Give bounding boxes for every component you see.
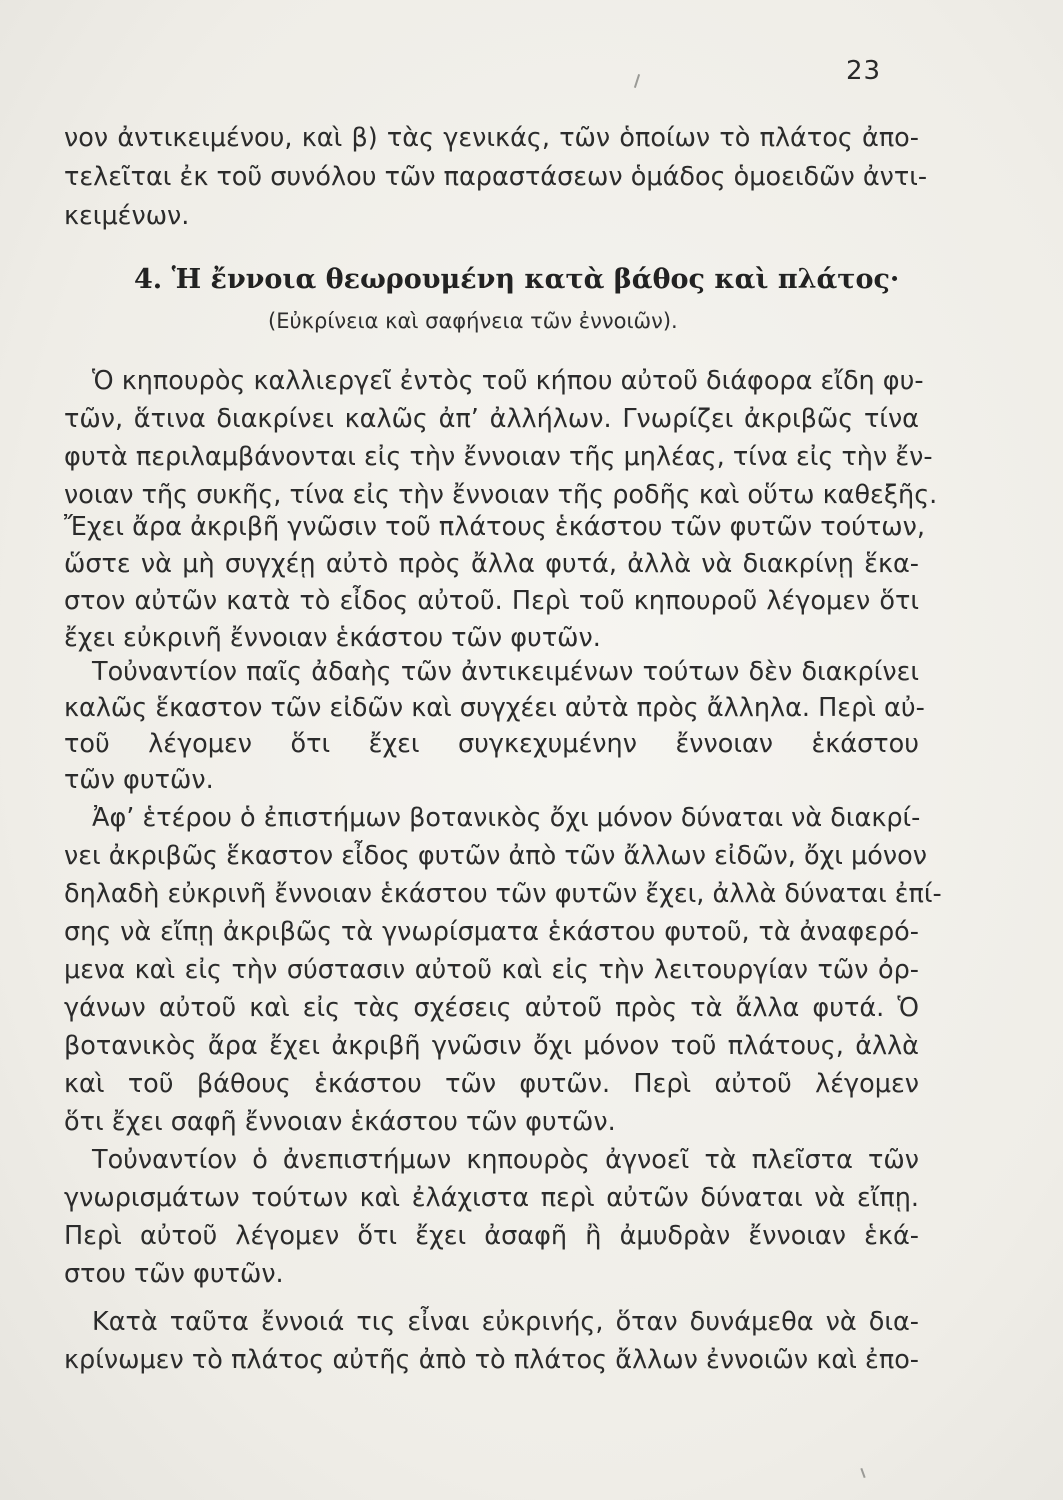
text-line: Τοὐναντίον ὁ ἀνεπιστήμων κηπουρὸς ἀγνοεῖ τὰ πλεῖστα τῶν — [92, 1145, 919, 1175]
text-line: τελεῖται ἐκ τοῦ συνόλου τῶν παραστάσεων ὁμάδος ὁμοειδῶν ἀντι- — [64, 162, 928, 192]
text-line: τοῦ λέγομεν ὅτι ἔχει συγκεχυμένην ἔννοιαν ἑκάστου — [64, 729, 919, 759]
text-line: μενα καὶ εἰς τὴν σύστασιν αὐτοῦ καὶ εἰς τὴν λειτουργίαν τῶν ὀρ- — [64, 955, 919, 985]
text-line: ἔχει εὐκρινῆ ἔννοιαν ἑκάστου τῶν φυτῶν. — [64, 623, 601, 653]
text-line: ὥστε νὰ μὴ συγχέῃ αὐτὸ πρὸς ἄλλα φυτά, ἀλλὰ νὰ διακρίνῃ ἕκα- — [64, 549, 919, 579]
text-line: στον αὐτῶν κατὰ τὸ εἶδος αὐτοῦ. Περὶ τοῦ κηπουροῦ λέγομεν ὅτι — [64, 586, 919, 616]
text-line: Τοὐναντίον παῖς ἀδαὴς τῶν ἀντικειμένων τούτων δὲν διακρίνει — [92, 657, 919, 687]
text-line: νει ἀκριβῶς ἕκαστον εἶδος φυτῶν ἀπὸ τῶν ἄλλων εἰδῶν, ὄχι μόνον — [64, 841, 927, 871]
section-subheading: (Εὐκρίνεια καὶ σαφήνεια τῶν ἐννοιῶν). — [268, 309, 678, 333]
text-line: Κατὰ ταῦτα ἔννοιά τις εἶναι εὐκρινής, ὅταν δυνάμεθα νὰ δια- — [92, 1307, 919, 1337]
text-line: φυτὰ περιλαμβάνονται εἰς τὴν ἔννοιαν τῆς μηλέας, τίνα εἰς τὴν ἔν- — [64, 442, 933, 472]
text-line: σης νὰ εἴπῃ ἀκριβῶς τὰ γνωρίσματα ἑκάστου φυτοῦ, τὰ ἀναφερό- — [64, 917, 919, 947]
text-line: ὅτι ἔχει σαφῆ ἔννοιαν ἑκάστου τῶν φυτῶν. — [64, 1107, 616, 1137]
text-line: κειμένων. — [64, 201, 190, 231]
text-line: Ἔχει ἄρα ἀκριβῆ γνῶσιν τοῦ πλάτους ἑκάστου τῶν φυτῶν τούτων, — [64, 512, 925, 542]
text-line: τῶν φυτῶν. — [64, 765, 214, 795]
text-line: βοτανικὸς ἄρα ἔχει ἀκριβῆ γνῶσιν ὄχι μόνον τοῦ πλάτους, ἀλλὰ — [64, 1031, 919, 1061]
text-line: κρίνωμεν τὸ πλάτος αὐτῆς ἀπὸ τὸ πλάτος ἄλλων ἐννοιῶν καὶ ἐπο- — [64, 1345, 919, 1375]
text-line: γνωρισμάτων τούτων καὶ ἐλάχιστα περὶ αὐτῶν δύναται νὰ εἴπῃ. — [64, 1183, 919, 1213]
text-line: Ἀφ’ ἑτέρου ὁ ἐπιστήμων βοτανικὸς ὄχι μόνον δύναται νὰ διακρί- — [92, 803, 921, 833]
text-line: γάνων αὐτοῦ καὶ εἰς τὰς σχέσεις αὐτοῦ πρὸς τὰ ἄλλα φυτά. Ὁ — [64, 993, 919, 1023]
section-heading: 4. Ἡ ἔννοια θεωρουμένη κατὰ βάθος καὶ πλάτος· — [134, 264, 900, 295]
print-mark — [634, 74, 640, 88]
text-line: νοιαν τῆς συκῆς, τίνα εἰς τὴν ἔννοιαν τῆς ροδῆς καὶ οὕτω καθεξῆς. — [64, 480, 938, 510]
print-mark — [860, 1468, 865, 1478]
text-line: δηλαδὴ εὐκρινῆ ἔννοιαν ἑκάστου τῶν φυτῶν ἔχει, ἀλλὰ δύναται ἐπί- — [64, 879, 942, 909]
text-line: Περὶ αὐτοῦ λέγομεν ὅτι ἔχει ἀσαφῆ ἢ ἀμυδρὰν ἔννοιαν ἑκά- — [64, 1221, 919, 1251]
text-line: νον ἀντικειμένου, καὶ β) τὰς γενικάς, τῶν ὁποίων τὸ πλάτος ἀπο- — [64, 123, 919, 153]
text-line: στου τῶν φυτῶν. — [64, 1259, 284, 1289]
text-line: καὶ τοῦ βάθους ἑκάστου τῶν φυτῶν. Περὶ αὐτοῦ λέγομεν — [64, 1069, 919, 1099]
text-line: Ὁ κηπουρὸς καλλιεργεῖ ἐντὸς τοῦ κήπου αὐτοῦ διάφορα εἴδη φυ- — [92, 366, 924, 396]
text-line: καλῶς ἕκαστον τῶν εἰδῶν καὶ συγχέει αὐτὰ πρὸς ἄλληλα. Περὶ αὐ- — [64, 693, 925, 723]
text-line: τῶν, ἅτινα διακρίνει καλῶς ἀπ’ ἀλλήλων. Γνωρίζει ἀκριβῶς τίνα — [64, 404, 919, 434]
page-number: 23 — [846, 56, 882, 86]
